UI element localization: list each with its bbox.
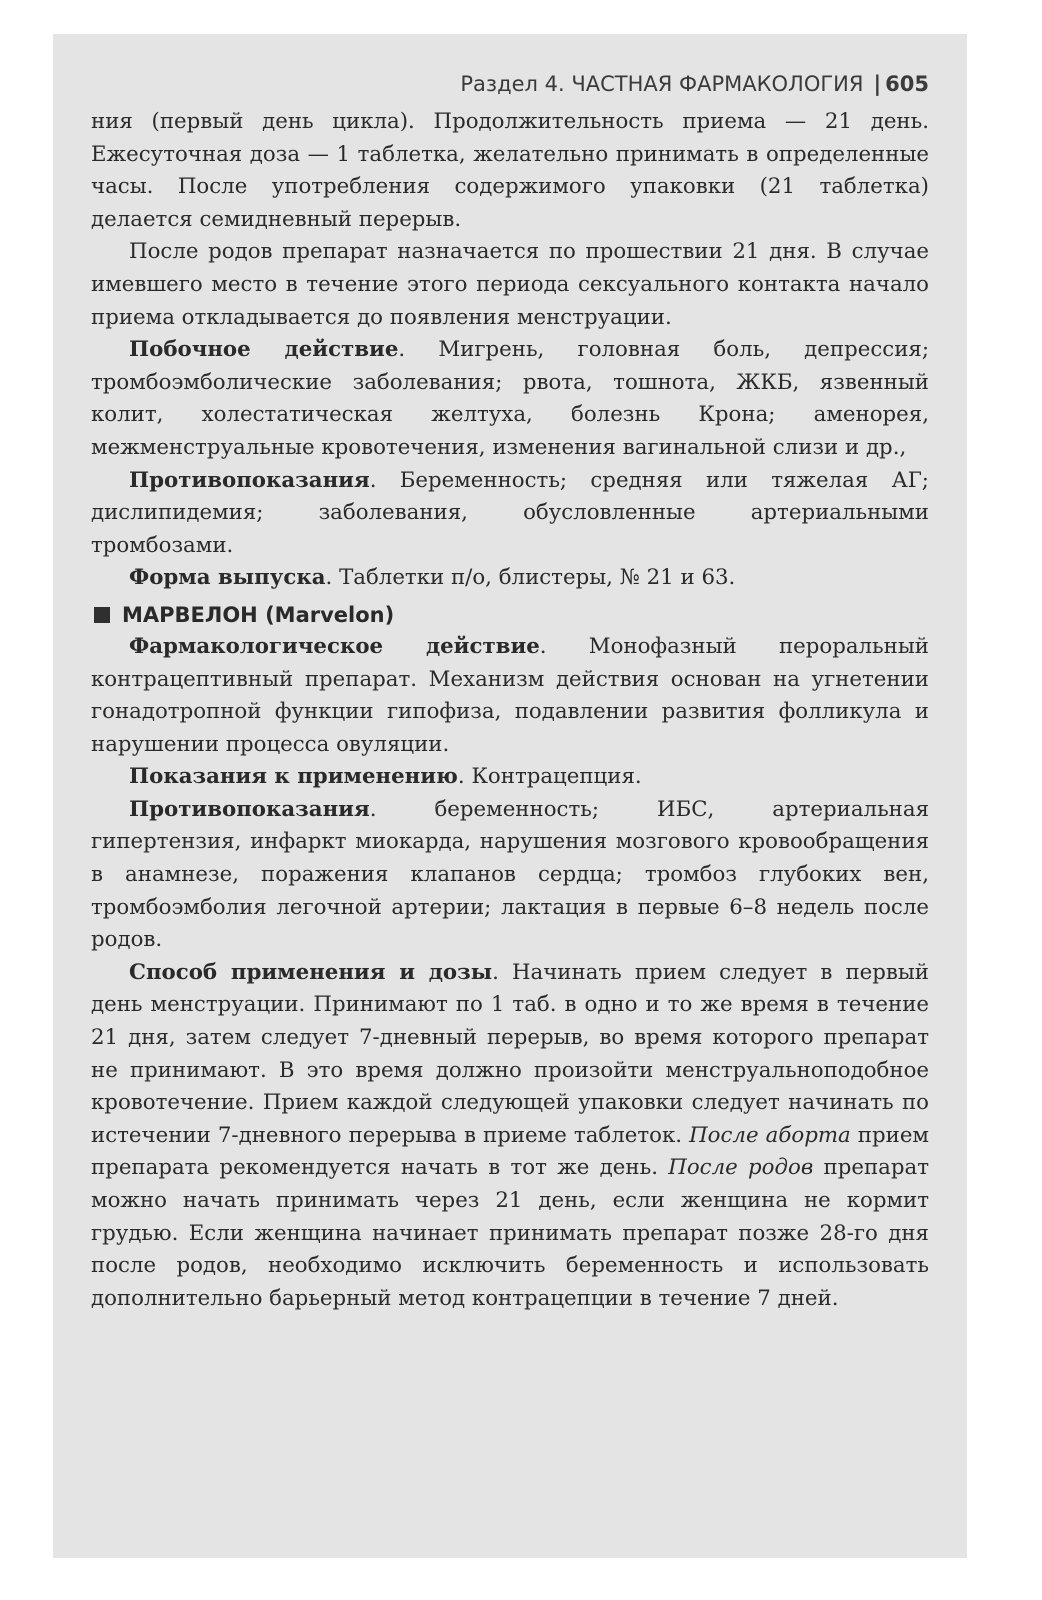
paragraph-dosage xyxy=(91,957,929,1316)
running-header-separator: | xyxy=(873,72,882,96)
dosage-text-2: прием препарата рекомендуется начать в тот же день. xyxy=(91,1122,929,1181)
pharmacological-action-heading: Фармакологическое действие xyxy=(129,633,540,659)
dosage-italic-after-birth: После родов xyxy=(668,1155,814,1181)
contraindications-marvelon-text: . беременность; ИБС, артериальная гипертензия, инфаркт миокарда, нарушения мозгового кровообращения в анамнезе, поражения клапанов сердца; тромбоз глубоких вен, тромбоэмболия легочной артерии; лактация в первые 6–8 недель после родов. xyxy=(91,796,929,953)
paragraph-side-effects xyxy=(91,334,929,464)
paragraph-pharmacological-action xyxy=(91,631,929,761)
contraindications-text: . Беременность; средняя или тяжелая АГ; дислипидемия; заболевания, обусловленные артериальными тромбозами. xyxy=(91,467,929,558)
page-number: 605 xyxy=(885,72,929,96)
paragraph-contraindications-marvelon xyxy=(91,794,929,957)
page-content xyxy=(91,72,929,1315)
paragraph-indications xyxy=(91,761,929,794)
indications-heading: Показания к применению xyxy=(129,764,458,790)
paragraph-postpartum: После родов препарат назначается по прошествии 21 дня. В случае имевшего место в течение этого периода сексуального контакта начало приема откладывается до появления менструации. xyxy=(91,239,929,330)
release-form-text: . Таблетки п/о, блистеры, № 21 и 63. xyxy=(325,565,736,591)
paragraph-contraindications xyxy=(91,465,929,563)
dosage-heading: Способ применения и дозы xyxy=(129,959,493,985)
release-form-heading: Форма выпуска xyxy=(129,565,326,591)
drug-section-title xyxy=(91,599,929,631)
dosage-text-1: . Начинать прием следует в первый день менструации. Принимают по 1 таб. в одно и то же время в течение 21 дня, затем следует 7-дневный перерыв, во время которого препарат не принимают. В это время должно произойти менструальноподобное кровотечение. Прием каждой следующей упаковки следует начинать по истечении 7-дневного перерыва в приеме таблеток. xyxy=(91,959,930,1148)
paragraph-release-form xyxy=(91,562,929,595)
pharmacological-action-text: . Монофазный пероральный контрацептивный препарат. Механизм действия основан на угнетении гонадотропной функции гипофиза, подавлении развития фолликула и нарушении процесса овуляции. xyxy=(91,633,929,757)
contraindications-marvelon-heading: Противопоказания xyxy=(129,796,370,822)
dosage-italic-after-abortion: После аборта xyxy=(689,1122,851,1148)
indications-text: . Контрацепция. xyxy=(457,764,642,790)
paragraph-continuation: ния (первый день цикла). Продолжительность приема — 21 день. Ежесуточная доза — 1 таблетка, желательно принимать в определенные часы. После употребления содержимого упаковки (21 таблетка) делается семидневный перерыв. xyxy=(91,109,929,232)
side-effects-heading: Побочное действие xyxy=(129,337,399,363)
book-page xyxy=(53,34,967,1558)
running-header-section: Раздел 4. ЧАСТНАЯ ФАРМАКОЛОГИЯ xyxy=(460,72,864,96)
dosage-text-3: препарат можно начать принимать через 21 день, если женщина не кормит грудью. Если женщина начинает принимать препарат позже 28-го дня после родов, необходимо исключить беременность и использовать дополнительно барьерный метод контрацепции в течение 7 дней. xyxy=(91,1155,929,1311)
running-header xyxy=(91,72,929,102)
square-bullet-icon xyxy=(94,607,110,623)
contraindications-heading: Противопоказания xyxy=(129,467,370,493)
side-effects-text: . Мигрень, головная боль, депрессия; тромбоэмболические заболевания; рвота, тошнота, ЖКБ, язвенный колит, холестатическая желтуха, болезнь Крона; аменорея, межменструальные кровотечения, изменения вагинальной слизи и др., xyxy=(91,337,929,460)
drug-name: МАРВЕЛОН (Marvelon) xyxy=(122,602,395,627)
